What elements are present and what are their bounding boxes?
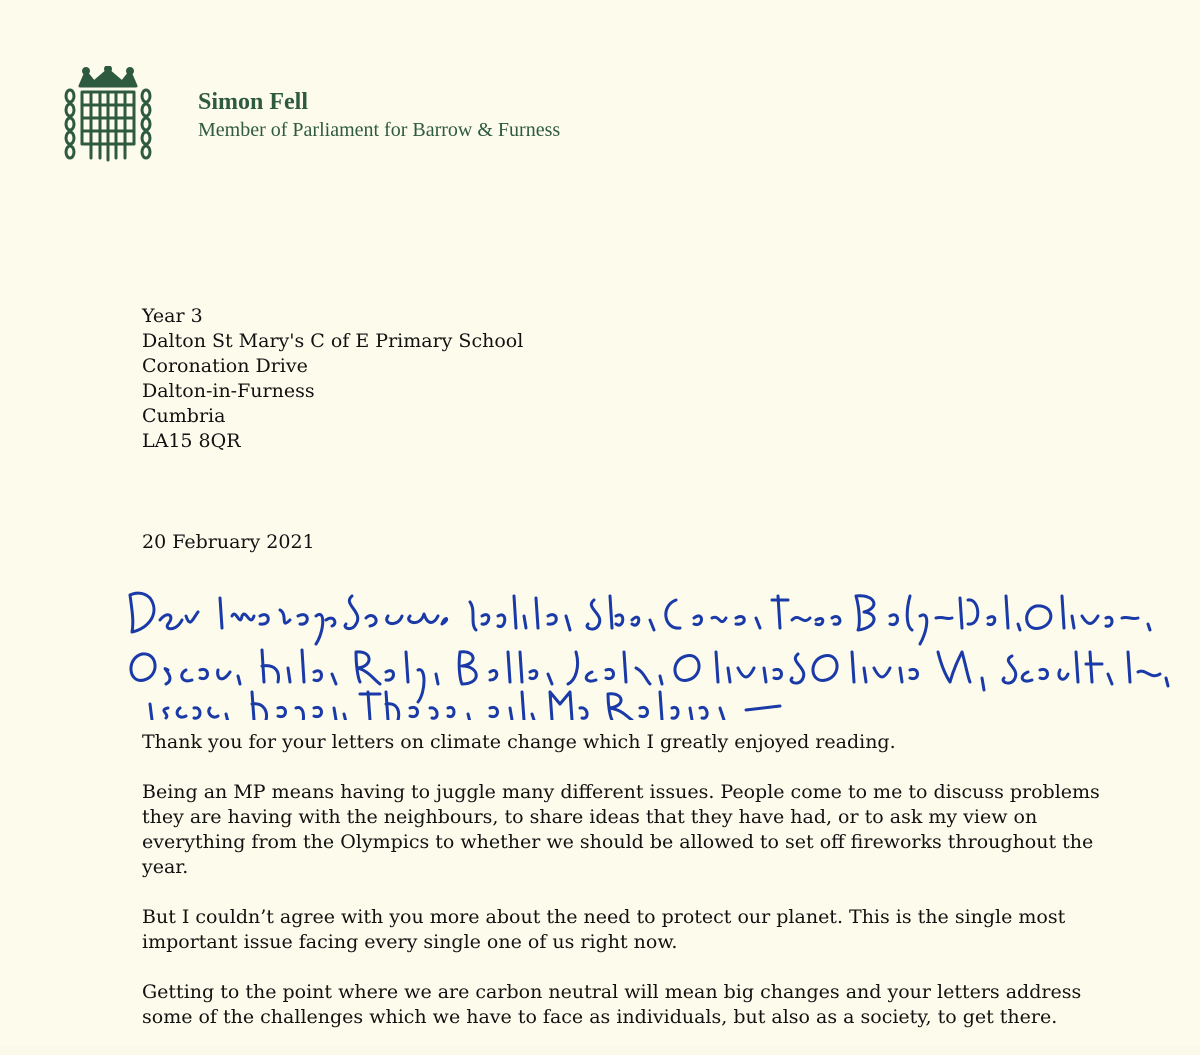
address-line: Coronation Drive (142, 355, 308, 377)
letterhead (198, 88, 560, 144)
body-paragraph: Getting to the point where we are carbon neutral will mean big changes and your letters address some of the challenges which we have to face as individuals, but also as a society, to get there. (142, 981, 1082, 1028)
portcullis-icon (62, 66, 154, 164)
letter-body (142, 730, 1102, 1055)
body-paragraph: Thank you for your letters on climate change which I greatly enjoyed reading. (142, 731, 896, 753)
address-line: Dalton-in-Furness (142, 380, 315, 402)
mp-name: Simon Fell (198, 89, 309, 115)
address-line: LA15 8QR (142, 430, 241, 452)
handwritten-salutation (120, 580, 1180, 720)
address-line: Year 3 (142, 305, 203, 327)
address-line: Dalton St Mary's C of E Primary School (142, 330, 524, 352)
body-paragraph: Being an MP means having to juggle many different issues. People come to me to discuss problems they are having with the neighbours, to share ideas that they have had, or to ask my view on everything from the Olympics to whether we should be allowed to set off fireworks throughout the year. (142, 781, 1100, 878)
recipient-address (142, 304, 523, 454)
address-line: Cumbria (142, 405, 226, 427)
body-paragraph: But I couldn’t agree with you more about the need to protect our planet. This is the single most important issue facing every single one of us right now. (142, 906, 1066, 953)
mp-title: Member of Parliament for Barrow & Furness (198, 119, 561, 141)
letter-date: 20 February 2021 (142, 531, 315, 553)
